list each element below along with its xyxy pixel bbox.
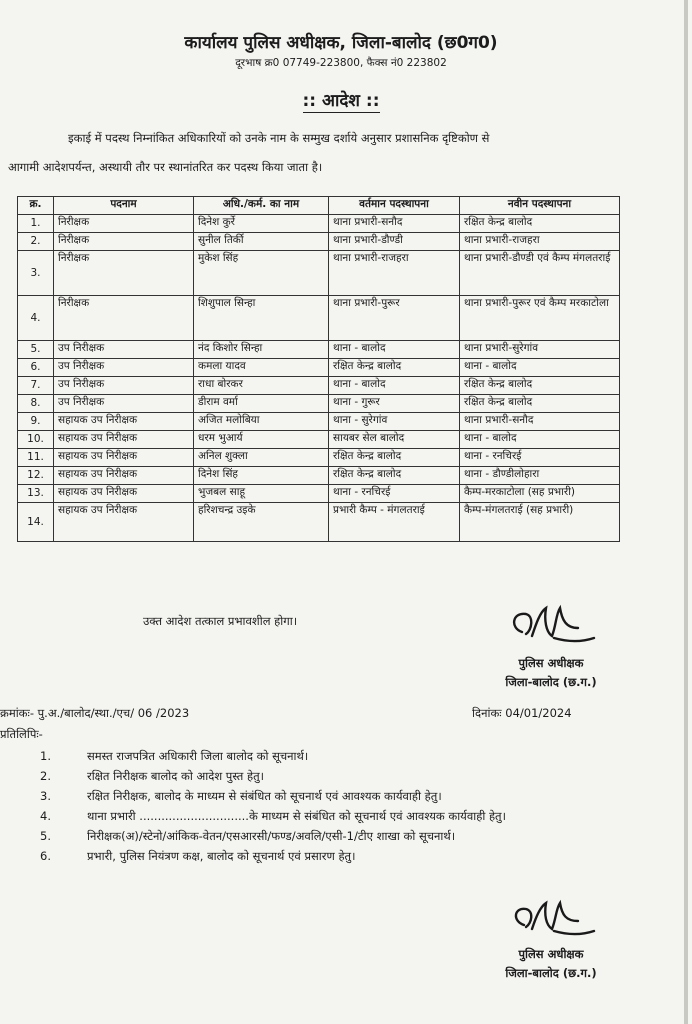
cell-designation: सहायक उप निरीक्षक (54, 413, 194, 431)
cell-name: भुजबल साहू (194, 485, 329, 503)
order-heading-text: :: आदेश :: (302, 91, 380, 111)
cell-sn: 4. (18, 296, 54, 341)
cell-designation: निरीक्षक (54, 296, 194, 341)
list-item-number: 3. (40, 789, 51, 803)
order-reference: क्रमांकः- पु.अ./बालोद/स्था./एच/ 06 /2023 (0, 706, 190, 720)
cell-current-posting: रक्षित केन्द्र बालोद (329, 467, 460, 485)
cell-current-posting: सायबर सेल बालोद (329, 431, 460, 449)
cell-current-posting: थाना प्रभारी-डौण्डी (329, 233, 460, 251)
cell-sn: 11. (18, 449, 54, 467)
list-item-number: 2. (40, 769, 51, 783)
cell-sn: 13. (18, 485, 54, 503)
signature-icon (496, 598, 606, 654)
cell-designation: निरीक्षक (54, 215, 194, 233)
cell-designation: सहायक उप निरीक्षक (54, 449, 194, 467)
cell-sn: 1. (18, 215, 54, 233)
cell-new-posting: थाना प्रभारी-सनौद (460, 413, 620, 431)
cell-new-posting: कैम्प-मरकाटोला (सह प्रभारी) (460, 485, 620, 503)
cell-current-posting: थाना प्रभारी-सनौद (329, 215, 460, 233)
table-row (18, 341, 620, 359)
cell-designation: उप निरीक्षक (54, 395, 194, 413)
table-row (18, 413, 620, 431)
signatory-title: पुलिस अधीक्षक (518, 947, 584, 961)
cell-designation: उप निरीक्षक (54, 377, 194, 395)
cell-designation: निरीक्षक (54, 251, 194, 296)
cell-new-posting: थाना - बालोद (460, 431, 620, 449)
table-row (18, 431, 620, 449)
list-item-text: निरीक्षक(अ)/स्टेनो/आंकिक-वेतन/एसआरसी/फण्ड/अवलि/एसी-1/टीए शाखा को सूचनार्थ। (87, 829, 456, 843)
cell-sn: 12. (18, 467, 54, 485)
order-intro (8, 124, 670, 182)
order-date: दिनांकः 04/01/2024 (472, 706, 572, 720)
cell-new-posting: थाना प्रभारी-राजहरा (460, 233, 620, 251)
list-item-text: समस्त राजपत्रित अधिकारी जिला बालोद को सूचनार्थ। (87, 749, 309, 763)
cell-new-posting: रक्षित केन्द्र बालोद (460, 377, 620, 395)
table-row (18, 467, 620, 485)
cell-name: कमला यादव (194, 359, 329, 377)
cell-current-posting: थाना - रनचिरई (329, 485, 460, 503)
cell-new-posting: कैम्प-मंगलतराई (सह प्रभारी) (460, 503, 620, 542)
cell-new-posting: थाना प्रभारी-पुरूर एवं कैम्प मरकाटोला (460, 296, 620, 341)
cell-sn: 10. (18, 431, 54, 449)
cell-new-posting: थाना प्रभारी-सुरेगांव (460, 341, 620, 359)
col-header-designation: पदनाम (54, 197, 194, 215)
cell-name: धरम भुआर्य (194, 431, 329, 449)
cell-sn: 8. (18, 395, 54, 413)
cell-name: मुकेश सिंह (194, 251, 329, 296)
list-item-number: 5. (40, 829, 51, 843)
list-item-text: रक्षित निरीक्षक बालोद को आदेश पुस्त हेतु। (87, 769, 265, 783)
cell-current-posting: थाना - सुरेगांव (329, 413, 460, 431)
cell-sn: 9. (18, 413, 54, 431)
cell-new-posting: थाना प्रभारी-डौण्डी एवं कैम्प मंगलतराई (460, 251, 620, 296)
table-row (18, 215, 620, 233)
office-contact: दूरभाष क्र0 07749-223800, फैक्स नं0 223802 (235, 57, 447, 69)
cell-sn: 14. (18, 503, 54, 542)
signatory-district: जिला-बालोद (छ.ग.) (505, 675, 597, 689)
cell-designation: उप निरीक्षक (54, 359, 194, 377)
cell-new-posting: थाना - बालोद (460, 359, 620, 377)
effect-note: उक्त आदेश तत्काल प्रभावशील होगा। (143, 614, 298, 628)
list-item (40, 766, 600, 786)
cell-current-posting: प्रभारी कैम्प - मंगलतराई (329, 503, 460, 542)
table-row (18, 233, 620, 251)
cell-current-posting: थाना प्रभारी-राजहरा (329, 251, 460, 296)
order-heading (100, 88, 582, 111)
signature-block-bottom (466, 895, 636, 983)
cell-name: शिशुपाल सिन्हा (194, 296, 329, 341)
table-row (18, 377, 620, 395)
cell-sn: 2. (18, 233, 54, 251)
list-item (40, 746, 600, 766)
list-item (40, 846, 600, 866)
page-edge-shadow (684, 0, 688, 1024)
cell-current-posting: थाना - गुरूर (329, 395, 460, 413)
copy-list (40, 746, 600, 866)
signatory-title: पुलिस अधीक्षक (518, 656, 584, 670)
cell-current-posting: थाना - बालोद (329, 341, 460, 359)
cell-designation: सहायक उप निरीक्षक (54, 431, 194, 449)
cell-name: राधा बोरकर (194, 377, 329, 395)
cell-name: हरिशचन्द्र उइके (194, 503, 329, 542)
list-item-number: 1. (40, 749, 51, 763)
table-header-row (18, 197, 620, 215)
cell-sn: 6. (18, 359, 54, 377)
cell-name: दिनेश कुर्रे (194, 215, 329, 233)
cell-new-posting: रक्षित केन्द्र बालोद (460, 215, 620, 233)
list-item-text: प्रभारी, पुलिस नियंत्रण कक्ष, बालोद को सूचनार्थ एवं प्रसारण हेतु। (87, 849, 356, 863)
cell-sn: 5. (18, 341, 54, 359)
list-item (40, 806, 600, 826)
list-item (40, 826, 600, 846)
cell-current-posting: रक्षित केन्द्र बालोद (329, 359, 460, 377)
cell-sn: 3. (18, 251, 54, 296)
cell-designation: सहायक उप निरीक्षक (54, 467, 194, 485)
list-item (40, 786, 600, 806)
table-row (18, 485, 620, 503)
cell-current-posting: थाना प्रभारी-पुरूर (329, 296, 460, 341)
cell-name: नंद किशोर सिन्हा (194, 341, 329, 359)
cell-name: सुनील तिर्की (194, 233, 329, 251)
table-row (18, 395, 620, 413)
table-row (18, 359, 620, 377)
cell-designation: उप निरीक्षक (54, 341, 194, 359)
cell-new-posting: थाना - रनचिरई (460, 449, 620, 467)
signature-icon (496, 895, 606, 945)
cell-new-posting: रक्षित केन्द्र बालोद (460, 395, 620, 413)
list-item-number: 6. (40, 849, 51, 863)
office-title: कार्यालय पुलिस अधीक्षक, जिला-बालोद (छ0ग0) (184, 33, 498, 53)
copy-label: प्रतिलिपिः- (0, 727, 43, 741)
intro-line-2: आगामी आदेशपर्यन्त, अस्थायी तौर पर स्थानांतरित कर पदस्थ किया जाता है। (8, 160, 323, 174)
transfer-table (17, 196, 620, 542)
list-item-number: 4. (40, 809, 51, 823)
table-row (18, 449, 620, 467)
cell-name: अनिल शुक्ला (194, 449, 329, 467)
col-header-new: नवीन पदस्थापना (460, 197, 620, 215)
table-row (18, 503, 620, 542)
cell-sn: 7. (18, 377, 54, 395)
signatory-district: जिला-बालोद (छ.ग.) (505, 966, 597, 980)
cell-designation: सहायक उप निरीक्षक (54, 503, 194, 542)
cell-current-posting: थाना - बालोद (329, 377, 460, 395)
list-item-text: थाना प्रभारी ..............................के माध्यम से संबंधित को सूचनार्थ एवं आवश्यक कार्यवाही हेतु। (87, 809, 506, 823)
list-item-text: रक्षित निरीक्षक, बालोद के माध्यम से संबंधित को सूचनार्थ एवं आवश्यक कार्यवाही हेतु। (87, 789, 442, 803)
col-header-sn: क्र. (18, 197, 54, 215)
col-header-name: अधि./कर्म. का नाम (194, 197, 329, 215)
cell-name: दिनेश सिंह (194, 467, 329, 485)
table-row (18, 296, 620, 341)
intro-line-1: इकाई में पदस्थ निम्नांकित अधिकारियों को उनके नाम के सम्मुख दर्शाये अनुसार प्रशासनिक दृष्टिकोण से (68, 131, 490, 145)
col-header-current: वर्तमान पदस्थापना (329, 197, 460, 215)
cell-name: डीराम वर्मा (194, 395, 329, 413)
cell-current-posting: रक्षित केन्द्र बालोद (329, 449, 460, 467)
table-row (18, 251, 620, 296)
cell-designation: सहायक उप निरीक्षक (54, 485, 194, 503)
cell-new-posting: थाना - डौण्डीलोहारा (460, 467, 620, 485)
cell-name: अजित मलोबिया (194, 413, 329, 431)
signature-block-top (466, 598, 636, 692)
cell-designation: निरीक्षक (54, 233, 194, 251)
